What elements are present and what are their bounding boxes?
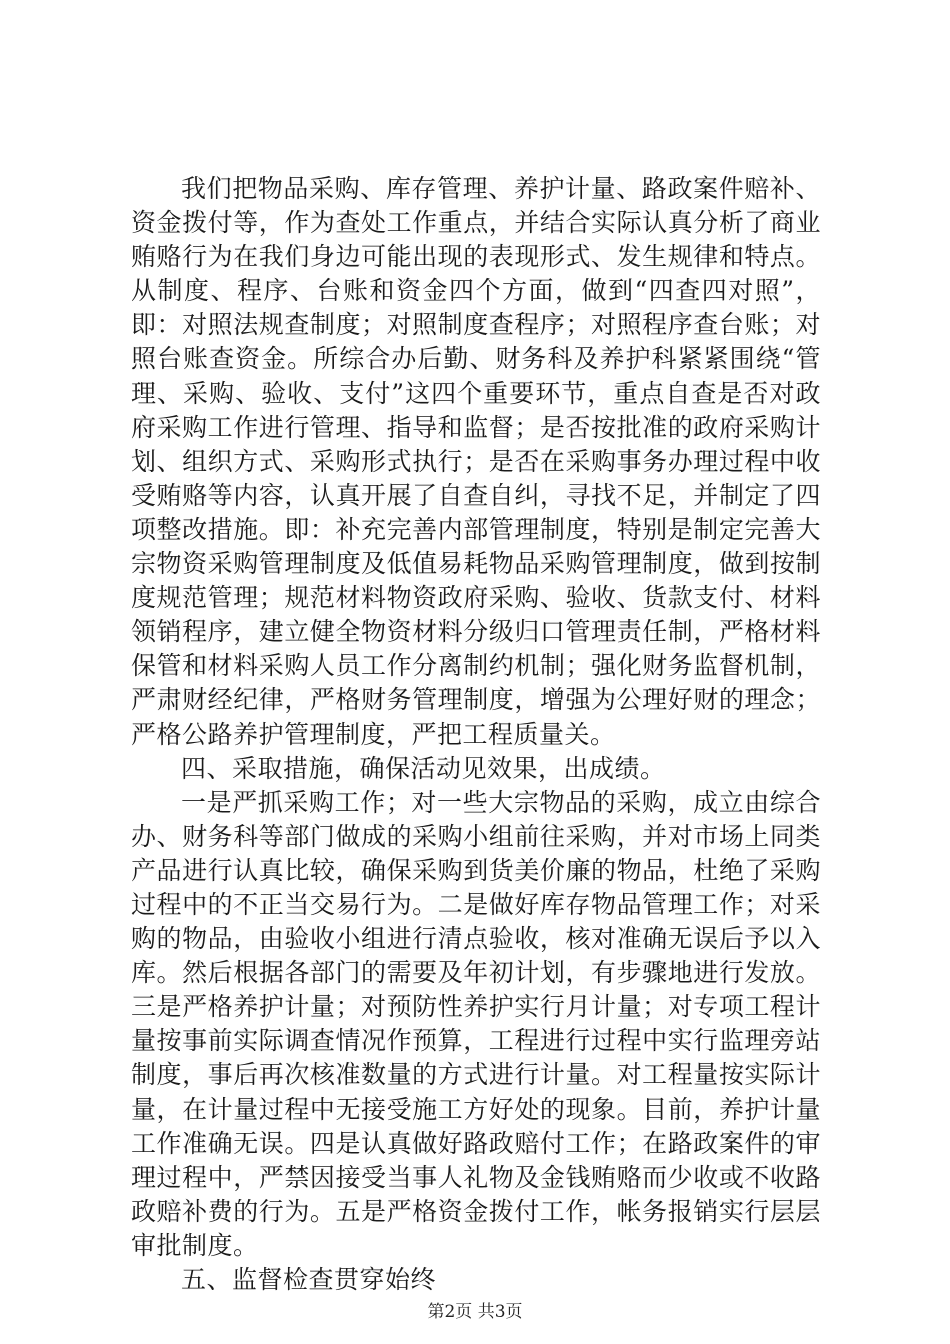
section-heading: 四、采取措施，确保活动见效果，出成绩。 [181,753,666,783]
document-body [131,172,821,1297]
body-paragraph: 一是严抓采购工作；对一些大宗物品的采购，成立由综合办、财务科等部门做成的采购小组前往采购，并对市场上同类产品进行认真比较，确保采购到货美价廉的物品，杜绝了采购过程中的不正当交易行为。二是做好库存物品管理工作；对采购的物品，由验收小组进行清点验收，核对准确无误后予以入库。然后根据各部门的需要及年初计划，有步骤地进行发放。三是严格养护计量；对预防性养护实行月计量；对专项工程计量按事前实际调查情况作预算，工程进行过程中实行监理旁站制度，事后再次核准数量的方式进行计量。对工程量按实际计量，在计量过程中无接受施工方好处的现象。目前，养护计量工作准确无误。四是认真做好路政赔付工作；在路政案件的审理过程中，严禁因接受当事人礼物及金钱贿赂而少收或不收路政赔补费的行为。五是严格资金拨付工作，帐务报销实行层层审批制度。 [131,787,821,1260]
body-paragraph: 我们把物品采购、库存管理、养护计量、路政案件赔补、资金拨付等，作为查处工作重点，并结合实际认真分析了商业贿赂行为在我们身边可能出现的表现形式、发生规律和特点。从制度、程序、台账和资金四个方面，做到“四查四对照”，即：对照法规查制度；对照制度查程序；对照程序查台账；对照台账查资金。所综合办后勤、财务科及养护科紧紧围绕“管理、采购、验收、支付”这四个重要环节，重点自查是否对政府采购工作进行管理、指导和监督；是否按批准的政府采购计划、组织方式、采购形式执行；是否在采购事务办理过程中收受贿赂等内容，认真开展了自查自纠，寻找不足，并制定了四项整改措施。即：补充完善内部管理制度，特别是制定完善大宗物资采购管理制度及低值易耗物品采购管理制度，做到按制度规范管理；规范材料物资政府采购、验收、货款支付、材料领销程序，建立健全物资材料分级归口管理责任制，严格材料保管和材料采购人员工作分离制约机制；强化财务监督机制，严肃财经纪律，严格财务管理制度，增强为公理好财的理念；严格公路养护管理制度，严把工程质量关。 [131,174,821,749]
page-number-footer: 第2页 共3页 [427,1302,523,1322]
section-heading: 五、监督检查贯穿始终 [181,1265,437,1294]
